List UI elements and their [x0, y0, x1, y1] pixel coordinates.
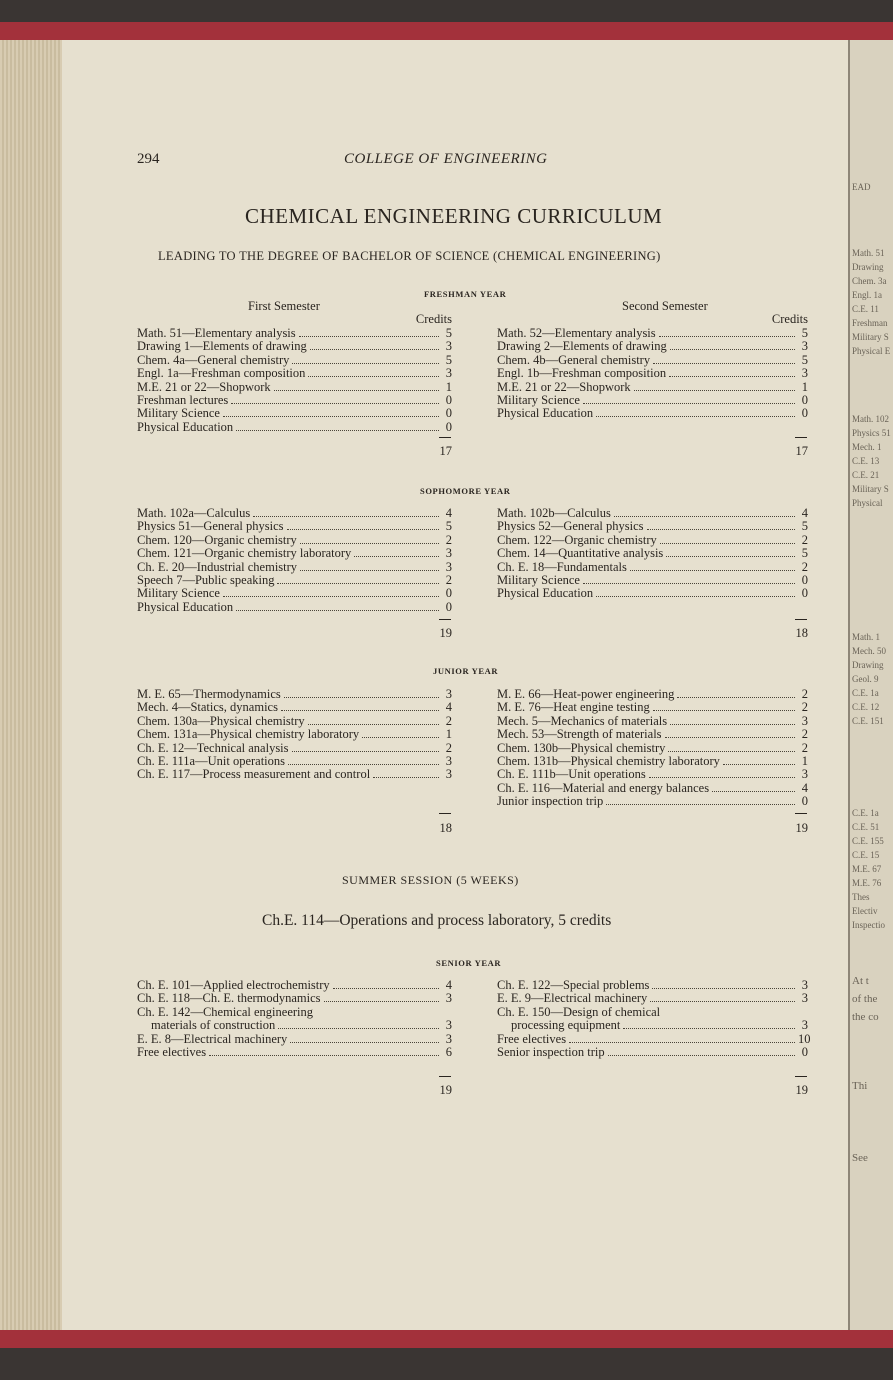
course-credits: 2	[445, 532, 452, 547]
course-name: Chem. 130a—Physical chemistry	[137, 713, 305, 728]
course-row	[497, 992, 808, 1005]
course-row	[497, 979, 808, 992]
course-name: Mech. 5—Mechanics of materials	[497, 713, 668, 728]
course-name: E. E. 8—Electrical machinery	[137, 1031, 288, 1046]
course-name: Speech 7—Public speaking	[137, 573, 275, 587]
course-row	[137, 507, 452, 520]
dot-leader	[310, 349, 439, 350]
course-credits: 3	[801, 713, 808, 728]
facing-page-fragment: Physics 51	[852, 428, 891, 438]
course-row	[497, 381, 808, 394]
course-row	[137, 574, 452, 587]
course-credits: 3	[445, 754, 452, 768]
facing-page-fragment: Thes	[852, 892, 870, 902]
course-name: Chem. 122—Organic chemistry	[497, 532, 657, 547]
course-credits: 5	[801, 519, 808, 534]
course-row	[137, 1019, 452, 1032]
senior-total-right: 19	[795, 1083, 808, 1097]
course-credits: 0	[445, 419, 452, 434]
course-row	[497, 561, 808, 574]
facing-page-fragment: C.E. 155	[852, 836, 884, 846]
dot-leader	[660, 543, 795, 544]
course-credits: 3	[801, 366, 808, 381]
facing-page-fragment: the co	[852, 1011, 879, 1023]
course-credits: 4	[445, 700, 452, 715]
course-row	[497, 795, 808, 808]
course-credits: 2	[445, 740, 452, 755]
dot-leader	[569, 1042, 795, 1043]
dot-leader	[236, 430, 439, 431]
course-name: Mech. 4—Statics, dynamics	[137, 700, 278, 715]
dot-leader	[606, 804, 795, 805]
dot-leader	[292, 363, 439, 364]
course-name: M.E. 21 or 22—Shopwork	[497, 379, 631, 394]
course-row	[497, 507, 808, 520]
course-credits: 3	[445, 1031, 452, 1046]
course-row	[137, 1006, 452, 1019]
facing-page-fragment: Physical E	[852, 346, 891, 356]
dot-leader	[608, 1055, 795, 1056]
course-row	[497, 688, 808, 701]
facing-page-fragment: Freshman	[852, 318, 888, 328]
course-name: Chem. 4b—General chemistry	[497, 352, 651, 367]
course-name: Military Science	[137, 586, 220, 601]
dot-leader	[653, 710, 795, 711]
course-credits: 2	[801, 559, 808, 574]
course-credits: 0	[445, 586, 452, 601]
course-name: Chem. 120—Organic chemistry	[137, 532, 297, 547]
course-row	[137, 407, 452, 420]
course-name: Ch. E. 117—Process measurement and control	[137, 767, 371, 782]
total-rule	[439, 619, 451, 620]
course-name: M. E. 65—Thermodynamics	[137, 687, 281, 701]
course-row	[497, 1019, 808, 1032]
course-name: Military Science	[497, 573, 580, 587]
dot-leader	[284, 697, 439, 698]
course-name: Free electives	[497, 1031, 567, 1046]
dot-leader	[596, 596, 795, 597]
course-row	[137, 715, 452, 728]
facing-page-fragment: Electiv	[852, 906, 878, 916]
course-row	[497, 715, 808, 728]
course-credits: 10	[798, 1031, 811, 1046]
course-credits: 5	[445, 326, 452, 340]
course-name: Chem. 121—Organic chemistry laboratory	[137, 546, 352, 561]
facing-page-fragment: Military S	[852, 332, 889, 342]
facing-page-fragment: Math. 102	[852, 414, 889, 424]
facing-page-fragment: C.E. 151	[852, 716, 884, 726]
course-row	[137, 394, 452, 407]
dot-leader	[583, 583, 795, 584]
course-row	[497, 1031, 811, 1046]
dot-leader	[308, 376, 439, 377]
facing-page-fragment: Thi	[852, 1080, 868, 1092]
dot-leader	[647, 529, 795, 530]
dot-leader	[274, 390, 439, 391]
dot-leader	[596, 416, 795, 417]
course-credits: 3	[445, 687, 452, 701]
facing-page-edge	[848, 40, 893, 1336]
course-row	[497, 520, 808, 533]
dot-leader	[650, 1001, 795, 1002]
dot-leader	[712, 791, 795, 792]
course-credits: 3	[445, 546, 452, 561]
course-credits: 6	[445, 1045, 452, 1059]
course-name: Ch. E. 111b—Unit operations	[497, 767, 646, 782]
facing-page-fragment: Math. 51	[852, 248, 885, 258]
course-credits: 0	[801, 393, 808, 407]
document-page	[62, 40, 848, 1336]
course-name: Chem. 4a—General chemistry	[137, 352, 290, 367]
course-name: M. E. 76—Heat engine testing	[497, 700, 650, 715]
course-credits: 2	[801, 687, 808, 701]
dot-leader	[670, 724, 795, 725]
course-credits: 0	[801, 406, 808, 421]
facing-page-fragment: Mech. 50	[852, 646, 886, 656]
total-rule	[795, 1076, 807, 1077]
course-name: Freshman lectures	[137, 393, 229, 407]
course-credits: 0	[801, 586, 808, 601]
facing-page-fragment: of the	[852, 993, 878, 1005]
course-row	[137, 534, 452, 547]
course-name: Physical Education	[137, 599, 234, 614]
course-name: Engl. 1a—Freshman composition	[137, 366, 306, 381]
course-row	[497, 728, 808, 741]
course-name: Military Science	[497, 393, 580, 407]
course-credits: 3	[445, 1018, 452, 1033]
course-credits: 0	[445, 393, 452, 407]
facing-page-fragment: C.E. 12	[852, 702, 880, 712]
course-name: Physical Education	[497, 406, 594, 421]
dot-leader	[677, 697, 795, 698]
total-rule	[795, 813, 807, 814]
senior-total-left: 19	[439, 1083, 452, 1097]
course-credits: 1	[445, 379, 452, 394]
course-row	[497, 587, 808, 600]
course-credits: 5	[445, 352, 452, 367]
dot-leader	[583, 403, 795, 404]
course-row	[497, 742, 808, 755]
course-row	[137, 340, 452, 353]
total-rule	[439, 813, 451, 814]
page-title: CHEMICAL ENGINEERING CURRICULUM	[245, 204, 663, 228]
course-credits: 3	[801, 339, 808, 354]
dot-leader	[723, 764, 795, 765]
course-name: E. E. 9—Electrical machinery	[497, 991, 648, 1006]
dot-leader	[300, 543, 439, 544]
freshman-heading: FRESHMAN YEAR	[424, 289, 507, 299]
course-credits: 3	[801, 767, 808, 782]
course-name: Ch. E. 111a—Unit operations	[137, 754, 286, 768]
course-name: Senior inspection trip	[497, 1045, 605, 1059]
dot-leader	[670, 349, 795, 350]
course-credits: 0	[801, 794, 808, 809]
course-name: Ch. E. 142—Chemical engineering	[137, 1004, 314, 1019]
course-name: Physics 52—General physics	[497, 519, 644, 534]
dot-leader	[223, 416, 439, 417]
course-row	[137, 601, 452, 614]
course-row	[137, 742, 452, 755]
course-row	[137, 367, 452, 380]
course-credits: 0	[801, 1045, 808, 1059]
total-rule	[439, 437, 451, 438]
facing-page-fragment: EAD	[852, 182, 871, 192]
course-row	[137, 755, 452, 768]
course-name: Mech. 53—Strength of materials	[497, 727, 662, 742]
course-row	[137, 979, 452, 992]
course-name: Math. 51—Elementary analysis	[137, 326, 296, 340]
dot-leader	[659, 336, 795, 337]
facing-page-fragment: C.E. 13	[852, 456, 880, 466]
course-name: Military Science	[137, 406, 220, 421]
credits-header-right: Credits	[771, 312, 808, 326]
course-credits: 5	[801, 326, 808, 340]
facing-page-fragment: Geol. 9	[852, 674, 879, 684]
dot-leader	[209, 1055, 439, 1056]
dot-leader	[308, 724, 439, 725]
course-credits: 2	[445, 713, 452, 728]
course-credits: 3	[445, 991, 452, 1006]
facing-page-fragment: Inspectio	[852, 920, 885, 930]
freshman-total-left: 17	[439, 444, 452, 458]
course-credits: 4	[801, 780, 808, 795]
facing-page-fragment: See	[852, 1152, 868, 1164]
course-credits: 1	[445, 727, 452, 742]
course-name: Chem. 131b—Physical chemistry laboratory	[497, 754, 720, 768]
course-credits: 0	[445, 599, 452, 614]
first-semester-label: First Semester	[248, 299, 320, 313]
course-credits: 4	[801, 506, 808, 520]
course-row	[137, 421, 452, 434]
dot-leader	[669, 376, 795, 377]
junior-total-right: 19	[795, 821, 808, 835]
dot-leader	[287, 529, 439, 530]
course-row	[137, 768, 452, 781]
course-name: Ch. E. 101—Applied electrochemistry	[137, 978, 330, 992]
dot-leader	[299, 336, 439, 337]
course-row	[497, 534, 808, 547]
facing-page-fragment: At t	[852, 975, 869, 987]
course-name: Ch. E. 116—Material and energy balances	[497, 780, 710, 795]
course-credits: 3	[445, 767, 452, 782]
course-name: Drawing 2—Elements of drawing	[497, 339, 667, 354]
course-name: Math. 52—Elementary analysis	[497, 326, 656, 340]
course-name: Engl. 1b—Freshman composition	[497, 366, 667, 381]
course-credits: 0	[801, 573, 808, 587]
course-credits: 4	[445, 978, 452, 992]
facing-page-fragment: M.E. 76	[852, 878, 882, 888]
course-row	[137, 688, 452, 701]
sophomore-total-left: 19	[439, 626, 452, 640]
course-name: Chem. 130b—Physical chemistry	[497, 740, 666, 755]
course-row	[497, 1046, 808, 1059]
senior-heading: SENIOR YEAR	[436, 958, 502, 968]
dot-leader	[354, 556, 439, 557]
dot-leader	[292, 751, 439, 752]
dot-leader	[630, 570, 795, 571]
dot-leader	[236, 610, 439, 611]
running-head: COLLEGE OF ENGINEERING	[344, 151, 548, 167]
course-name: Ch. E. 118—Ch. E. thermodynamics	[137, 991, 321, 1006]
total-rule	[439, 1076, 451, 1077]
dot-leader	[362, 737, 439, 738]
facing-page-fragment: C.E. 11	[852, 304, 879, 314]
course-credits: 5	[801, 546, 808, 561]
sophomore-heading: SOPHOMORE YEAR	[420, 486, 511, 496]
sophomore-total-right: 18	[795, 626, 808, 640]
dot-leader	[277, 583, 439, 584]
facing-page-fragment: Chem. 3a	[852, 276, 887, 286]
course-credits: 2	[801, 700, 808, 715]
course-row	[137, 728, 452, 741]
course-row	[497, 354, 808, 367]
course-name: Math. 102b—Calculus	[497, 506, 611, 520]
dot-leader	[333, 988, 439, 989]
course-credits: 3	[801, 1018, 808, 1033]
course-row	[137, 561, 452, 574]
course-credits: 2	[801, 727, 808, 742]
course-row	[497, 755, 808, 768]
facing-page-fragment: C.E. 1a	[852, 808, 879, 818]
facing-page-fragment: Math. 1	[852, 632, 880, 642]
facing-page-fragment: Mech. 1	[852, 442, 882, 452]
dot-leader	[324, 1001, 439, 1002]
dot-leader	[231, 403, 439, 404]
course-credits: 3	[801, 978, 808, 992]
course-row	[497, 768, 808, 781]
course-name: Chem. 131a—Physical chemistry laboratory	[137, 727, 360, 742]
junior-heading: JUNIOR YEAR	[433, 666, 499, 676]
course-name: Ch. E. 122—Special problems	[497, 978, 650, 992]
dot-leader	[623, 1028, 795, 1029]
course-name: M.E. 21 or 22—Shopwork	[137, 379, 271, 394]
dot-leader	[653, 363, 795, 364]
course-row	[137, 587, 452, 600]
page-number: 294	[137, 151, 160, 167]
course-name: Free electives	[137, 1045, 207, 1059]
facing-page-fragment: Drawing	[852, 660, 884, 670]
course-row	[137, 701, 452, 714]
course-name: Math. 102a—Calculus	[137, 506, 251, 520]
course-credits: 2	[801, 532, 808, 547]
course-credits: 3	[445, 339, 452, 354]
course-row	[497, 340, 808, 353]
course-row	[137, 520, 452, 533]
course-row	[497, 701, 808, 714]
course-credits: 0	[445, 406, 452, 421]
facing-page-fragment: Engl. 1a	[852, 290, 882, 300]
dot-leader	[666, 556, 795, 557]
course-name: Physics 51—General physics	[137, 519, 284, 534]
course-row	[497, 394, 808, 407]
facing-page-fragment: Drawing	[852, 262, 884, 272]
facing-page-fragment: C.E. 51	[852, 822, 880, 832]
facing-page-fragment: C.E. 15	[852, 850, 880, 860]
junior-total-left: 18	[439, 821, 452, 835]
dot-leader	[223, 596, 439, 597]
course-credits: 5	[801, 352, 808, 367]
course-name: Chem. 14—Quantitative analysis	[497, 546, 664, 561]
course-credits: 3	[445, 559, 452, 574]
course-name: Ch. E. 150—Design of chemical	[497, 1004, 661, 1019]
dot-leader	[652, 988, 795, 989]
course-row	[137, 354, 452, 367]
facing-page-fragment: C.E. 21	[852, 470, 880, 480]
dot-leader	[634, 390, 795, 391]
course-name: Drawing 1—Elements of drawing	[137, 339, 307, 354]
course-row	[497, 407, 808, 420]
page-subtitle: LEADING TO THE DEGREE OF BACHELOR OF SCIENCE (CHEMICAL ENGINEERING)	[158, 249, 661, 263]
course-row	[137, 381, 452, 394]
dot-leader	[665, 737, 795, 738]
total-rule	[795, 437, 807, 438]
facing-page-fragment: M.E. 67	[852, 864, 882, 874]
dot-leader	[281, 710, 439, 711]
book-binding-bottom	[0, 1330, 893, 1348]
course-row	[497, 574, 808, 587]
course-credits: 4	[445, 506, 452, 520]
course-name: processing equipment	[511, 1018, 621, 1033]
total-rule	[795, 619, 807, 620]
facing-page-fragment: C.E. 1a	[852, 688, 879, 698]
dot-leader	[668, 751, 795, 752]
course-name: Ch. E. 12—Technical analysis	[137, 740, 289, 755]
dot-leader	[288, 764, 439, 765]
course-row	[497, 782, 808, 795]
course-row	[497, 367, 808, 380]
course-name: Ch. E. 18—Fundamentals	[497, 559, 627, 574]
dot-leader	[278, 1028, 439, 1029]
dot-leader	[614, 516, 795, 517]
course-name: Junior inspection trip	[497, 794, 604, 809]
course-row	[137, 1046, 452, 1059]
course-row	[497, 1006, 808, 1019]
course-credits: 3	[801, 991, 808, 1006]
dot-leader	[649, 777, 795, 778]
course-credits: 3	[445, 366, 452, 381]
course-name: Ch. E. 20—Industrial chemistry	[137, 559, 298, 574]
course-credits: 2	[801, 740, 808, 755]
dot-leader	[253, 516, 439, 517]
dot-leader	[300, 570, 439, 571]
course-row	[137, 547, 452, 560]
course-row	[137, 327, 452, 340]
course-row	[497, 327, 808, 340]
course-credits: 1	[801, 754, 808, 768]
second-semester-label: Second Semester	[622, 299, 708, 313]
freshman-total-right: 17	[795, 444, 808, 458]
course-row	[137, 992, 452, 1005]
course-row	[137, 1033, 452, 1046]
summer-session-course: Ch.E. 114—Operations and process laboratory, 5 credits	[262, 912, 612, 929]
course-name: M. E. 66—Heat-power engineering	[497, 687, 675, 701]
course-credits: 5	[445, 519, 452, 534]
dot-leader	[373, 777, 439, 778]
credits-header-left: Credits	[415, 312, 452, 326]
course-credits: 1	[801, 379, 808, 394]
course-name: Physical Education	[137, 419, 234, 434]
course-name: Physical Education	[497, 586, 594, 601]
dot-leader	[290, 1042, 439, 1043]
facing-page-fragment: Physical	[852, 498, 883, 508]
page-edges	[0, 40, 62, 1336]
course-credits: 2	[445, 573, 452, 587]
course-row	[497, 547, 808, 560]
summer-session-heading: SUMMER SESSION (5 WEEKS)	[342, 873, 519, 887]
course-name: materials of construction	[151, 1018, 276, 1033]
facing-page-fragment: Military S	[852, 484, 889, 494]
